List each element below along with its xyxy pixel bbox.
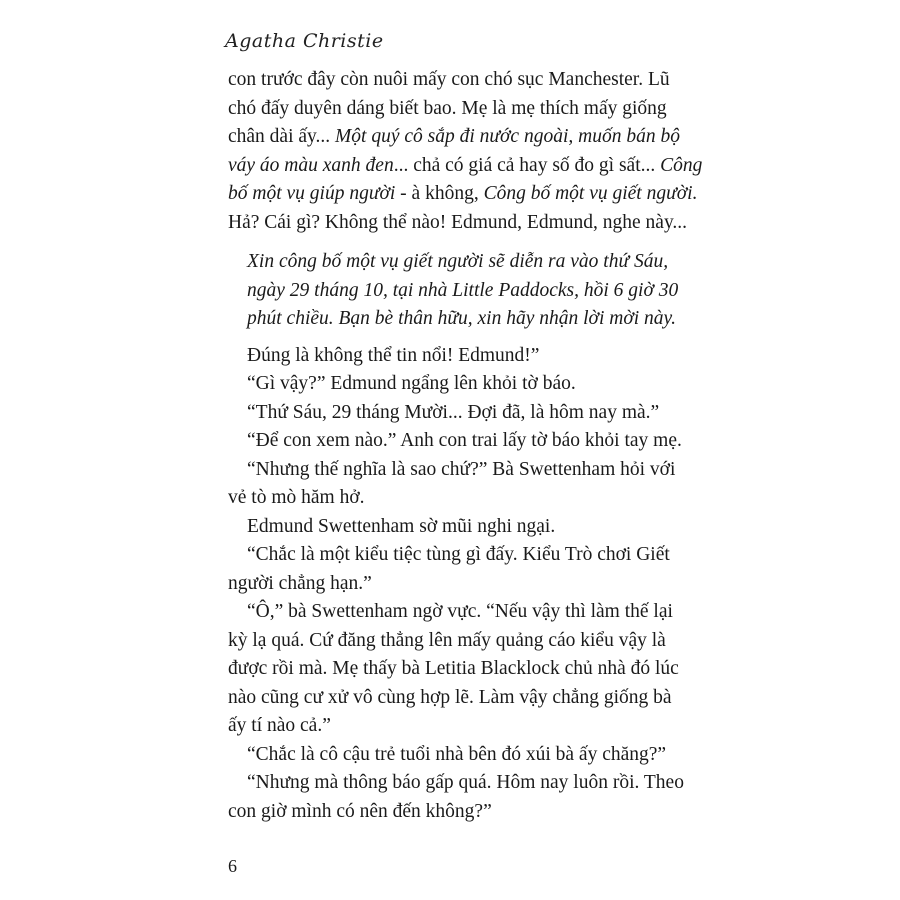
text-line: “Nhưng thế nghĩa là sao chứ?” Bà Swettenham hỏi với [247,458,676,480]
dialogue-paragraph [228,541,676,598]
text-line: kỳ lạ quá. Cứ đăng thẳng lên mấy quảng cáo kiểu vậy là [228,629,666,651]
quote-line: ngày 29 tháng 10, tại nhà Little Paddocks, hồi 6 giờ 30 [247,279,679,301]
dialogue-paragraph: Đúng là không thể tin nổi! Edmund!” [247,344,540,366]
text-line: người chẳng hạn.” [228,572,372,594]
dialogue-paragraph: “Thứ Sáu, 29 tháng Mười... Đợi đã, là hôm nay mà.” [247,401,660,423]
text-line: Hả? Cái gì? Không thể nào! Edmund, Edmund, nghe này... [228,211,688,233]
italic-span: Công bố một vụ giết người. [483,183,698,204]
quote-line: phút chiều. Bạn bè thân hữu, xin hãy nhận lời mời này. [247,308,676,329]
text-span: - à không, [395,183,484,204]
italic-span: váy áo màu xanh đen [228,154,394,176]
quote-line: Xin công bố một vụ giết người sẽ diễn ra vào thứ Sáu, [247,251,669,272]
text-line: “Nhưng mà thông báo gấp quá. Hôm nay luôn rồi. Theo [247,772,684,793]
text-line: được rồi mà. Mẹ thấy bà Letitia Blacklock chủ nhà đó lúc [228,658,679,679]
text-line: nào cũng cư xử vô cùng hợp lẽ. Làm vậy chẳng giống bà [228,686,672,708]
text-line [228,180,698,209]
announcement-quote [247,248,679,334]
italic-span: Một quý cô sắp đi nước ngoài, muốn bán bộ [335,126,680,147]
page-number: 6 [228,856,237,876]
italic-span: Công [660,154,703,176]
dialogue-paragraph: “Chắc là cô cậu trẻ tuổi nhà bên đó xúi bà ấy chăng?” [247,743,667,765]
dialogue-paragraph: “Để con xem nào.” Anh con trai lấy tờ báo khỏi tay mẹ. [247,430,682,451]
author-signature: Agatha Christie [225,30,384,52]
text-line: “Ô,” bà Swettenham ngờ vực. “Nếu vậy thì làm thế lại [247,601,673,622]
dialogue-paragraph: Edmund Swettenham sờ mũi nghi ngại. [247,515,556,537]
text-line: vẻ tò mò hăm hở. [228,487,365,508]
page-body [228,66,703,826]
text-line [228,152,703,181]
text-line: “Chắc là một kiểu tiệc tùng gì đấy. Kiểu Trò chơi Giết [247,544,670,565]
text-line: ấy tí nào cả.” [228,715,331,736]
text-line [228,123,680,152]
dialogue-paragraph [228,769,684,826]
dialogue-paragraph [228,598,679,741]
text-line: con trước đây còn nuôi mấy con chó sục Manchester. Lũ [228,69,670,90]
dialogue-paragraph: “Gì vậy?” Edmund ngẩng lên khỏi tờ báo. [247,373,576,394]
text-span: ... chả có giá cả hay số đo gì sất... [393,154,661,176]
paragraph-continuation [228,66,703,237]
dialogue-paragraph [228,456,676,513]
italic-span: bố một vụ giúp người [228,183,396,204]
text-line: chó đấy duyên dáng biết bao. Mẹ là mẹ thích mấy giống [228,97,667,119]
text-span: chân dài ấy... [228,126,336,147]
text-line: con giờ mình có nên đến không?” [228,800,492,822]
